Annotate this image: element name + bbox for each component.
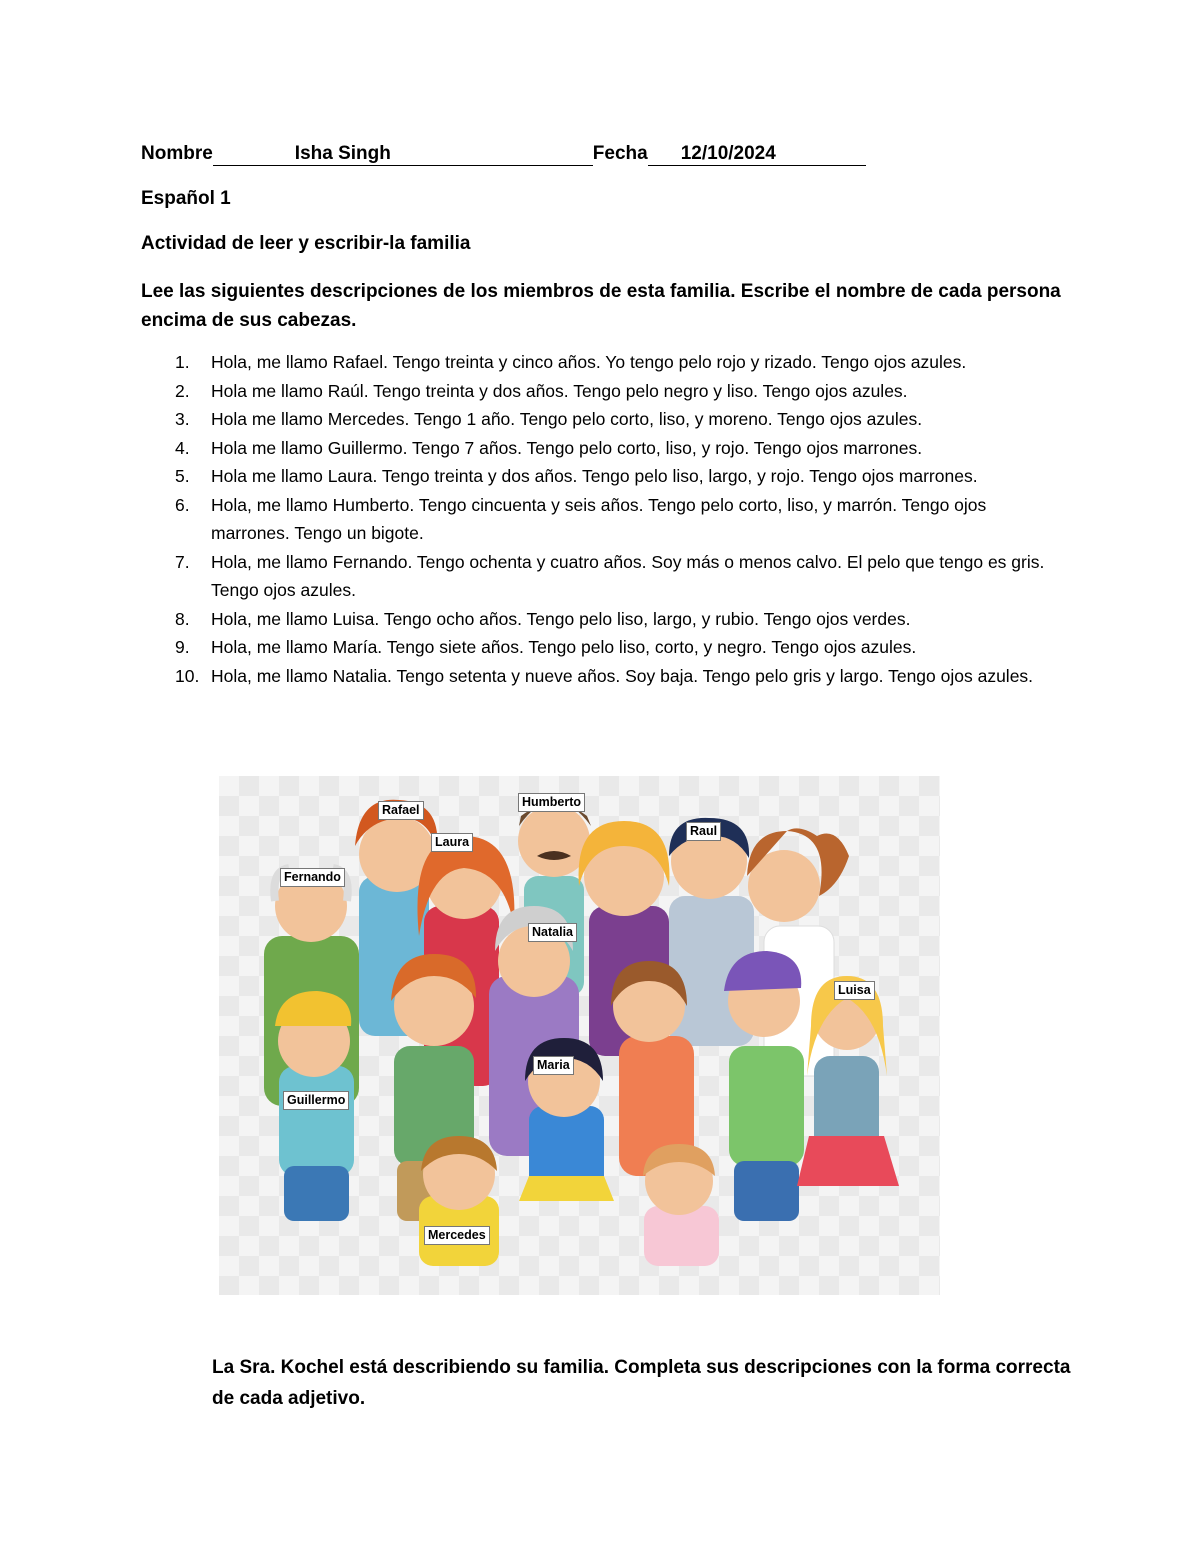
list-item: 9. Hola, me llamo María. Tengo siete años. Tengo pelo liso, corto, y negro. Tengo ojos azules. — [175, 637, 917, 657]
name-value: Isha Singh — [294, 143, 391, 164]
list-item: 4. Hola me llamo Guillermo. Tengo 7 años. Tengo pelo corto, liso, y rojo. Tengo ojos marrones. — [175, 437, 923, 458]
list-item: 1. Hola, me llamo Rafael. Tengo treinta y cinco años. Yo tengo pelo rojo y rizado. Tengo ojos azules. — [175, 352, 967, 372]
label-humberto: Humberto — [518, 793, 585, 812]
date-label: Fecha — [592, 143, 648, 164]
name-field[interactable] — [213, 143, 461, 166]
date-value: 12/10/2024 — [680, 143, 776, 164]
label-luisa: Luisa — [834, 981, 875, 1000]
date-field[interactable] — [648, 143, 866, 166]
label-maria: Maria — [533, 1056, 574, 1075]
list-item: 5. Hola me llamo Laura. Tengo treinta y dos años. Tengo pelo liso, largo, y rojo. Tengo ojos marrones. — [175, 466, 978, 486]
label-laura: Laura — [431, 833, 473, 852]
name-blank-tail — [461, 143, 593, 166]
description-list — [141, 348, 1046, 690]
label-raul: Raul — [686, 822, 721, 841]
family-drawing — [219, 776, 940, 1295]
header-line — [141, 143, 866, 166]
course-title: Español 1 — [141, 188, 231, 209]
list-item: 8. Hola, me llamo Luisa. Tengo ocho años. Tengo pelo liso, largo, y rubio. Tengo ojos verdes. — [175, 608, 911, 629]
label-natalia: Natalia — [528, 923, 577, 942]
list-item: 3. Hola me llamo Mercedes. Tengo 1 año. Tengo pelo corto, liso, y moreno. Tengo ojos azules. — [175, 409, 923, 429]
instructions: Lee las siguientes descripciones de los miembros de esta familia. Escribe el nombre de cada persona encima de sus cabezas. — [141, 281, 1061, 331]
label-guillermo: Guillermo — [283, 1091, 349, 1110]
activity-title: Actividad de leer y escribir-la familia — [141, 233, 471, 254]
bottom-instructions: La Sra. Kochel está describiendo su familia. Completa sus descripciones con la forma correcta de cada adjetivo. — [212, 1357, 1071, 1409]
family-illustration — [219, 776, 940, 1295]
list-item: 7. Hola, me llamo Fernando. Tengo ochenta y cuatro años. Soy más o menos calvo. El pelo que tengo es gris. Tengo ojos azules. — [175, 551, 1045, 600]
label-fernando: Fernando — [280, 868, 345, 887]
label-mercedes: Mercedes — [424, 1226, 490, 1245]
list-item: 2. Hola me llamo Raúl. Tengo treinta y dos años. Tengo pelo negro y liso. Tengo ojos azules. — [175, 380, 908, 401]
list-item: 10. Hola, me llamo Natalia. Tengo setenta y nueve años. Soy baja. Tengo pelo gris y largo. Tengo ojos azules. — [175, 665, 1034, 686]
label-rafael: Rafael — [378, 801, 424, 820]
list-item: 6. Hola, me llamo Humberto. Tengo cincuenta y seis años. Tengo pelo corto, liso, y marrón. Tengo ojos marrones. Tengo un bigote. — [175, 494, 987, 543]
name-label: Nombre — [141, 143, 213, 164]
